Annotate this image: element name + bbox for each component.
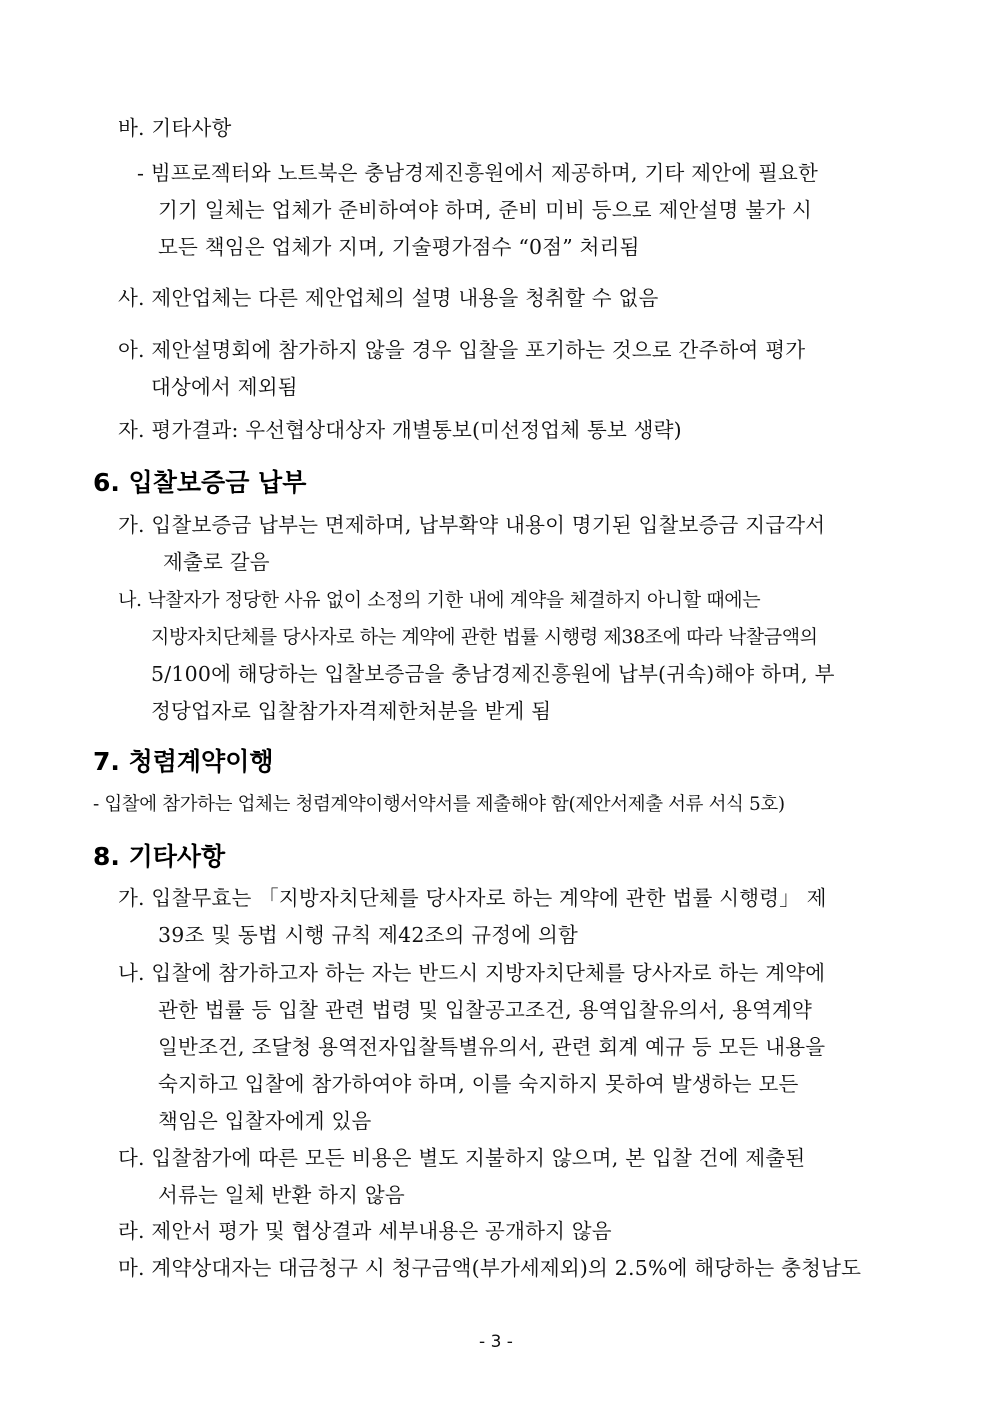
sec6-item-na-line1: 나. 낙찰자가 정당한 사유 없이 소정의 기한 내에 계약을 체결하지 아니할 때에는 <box>118 589 761 611</box>
sec8-item-na-line5: 책임은 입찰자에게 있음 <box>158 1109 372 1133</box>
item-ba-sub-line2: 기기 일체는 업체가 준비하여야 하며, 준비 미비 등으로 제안설명 불가 시 <box>158 198 812 222</box>
sec8-item-ra: 라. 제안서 평가 및 협상결과 세부내용은 공개하지 않음 <box>118 1219 612 1243</box>
item-ja: 자. 평가결과: 우선협상대상자 개별통보(미선정업체 통보 생략) <box>118 418 682 442</box>
sec6-item-ga-line1: 가. 입찰보증금 납부는 면제하며, 납부확약 내용이 명기된 입찰보증금 지급각서 <box>118 513 826 537</box>
item-a-line2: 대상에서 제외됨 <box>151 375 298 399</box>
section-heading-7: 7. 청렴계약이행 <box>93 747 274 776</box>
sec8-item-na-line4: 숙지하고 입찰에 참가하여야 하며, 이를 숙지하지 못하여 발생하는 모든 <box>158 1072 799 1096</box>
sec8-item-ga-line2: 39조 및 동법 시행 규칙 제42조의 규정에 의함 <box>158 923 579 947</box>
sec8-item-ma: 마. 계약상대자는 대금청구 시 청구금액(부가세제외)의 2.5%에 해당하는 충청남도 <box>118 1256 862 1280</box>
item-ba-sub-line1: - 빔프로젝터와 노트북은 충남경제진흥원에서 제공하며, 기타 제안에 필요한 <box>137 161 818 185</box>
item-ba-sub-line3: 모든 책임은 업체가 지며, 기술평가점수 “0점” 처리됨 <box>158 235 640 259</box>
section-heading-6: 6. 입찰보증금 납부 <box>93 468 307 497</box>
sec6-item-na-line2: 지방자치단체를 당사자로 하는 계약에 관한 법률 시행령 제38조에 따라 낙찰금액의 <box>151 626 818 648</box>
sec8-item-na-line1: 나. 입찰에 참가하고자 하는 자는 반드시 지방자치단체를 당사자로 하는 계약에 <box>118 961 826 985</box>
sec8-item-na-line3: 일반조건, 조달청 용역전자입찰특별유의서, 관련 회계 예규 등 모든 내용을 <box>158 1035 826 1059</box>
sec6-item-ga-line2: 제출로 갈음 <box>163 550 270 574</box>
item-sa: 사. 제안업체는 다른 제안업체의 설명 내용을 청취할 수 없음 <box>118 286 659 310</box>
section-heading-8: 8. 기타사항 <box>93 842 226 871</box>
sec7-item-line1: - 입찰에 참가하는 업체는 청렴계약이행서약서를 제출해야 함(제안서제출 서류 서식 5호) <box>93 794 785 815</box>
page-number: - 3 - <box>479 1332 513 1352</box>
sec6-item-na-line4: 정당업자로 입찰참가자격제한처분을 받게 됨 <box>151 699 552 723</box>
sec8-item-ga-line1: 가. 입찰무효는 「지방자치단체를 당사자로 하는 계약에 관한 법률 시행령」 제 <box>118 886 827 910</box>
sec8-item-da-line1: 다. 입찰참가에 따른 모든 비용은 별도 지불하지 않으며, 본 입찰 건에 제출된 <box>118 1146 806 1170</box>
item-a-line1: 아. 제안설명회에 참가하지 않을 경우 입찰을 포기하는 것으로 간주하여 평가 <box>118 338 806 362</box>
sec8-item-na-line2: 관한 법률 등 입찰 관련 법령 및 입찰공고조건, 용역입찰유의서, 용역계약 <box>158 998 812 1022</box>
item-ba: 바. 기타사항 <box>118 116 232 140</box>
sec8-item-da-line2: 서류는 일체 반환 하지 않음 <box>158 1183 405 1207</box>
sec6-item-na-line3: 5/100에 해당하는 입찰보증금을 충남경제진흥원에 납부(귀속)해야 하며, 부 <box>151 662 835 686</box>
